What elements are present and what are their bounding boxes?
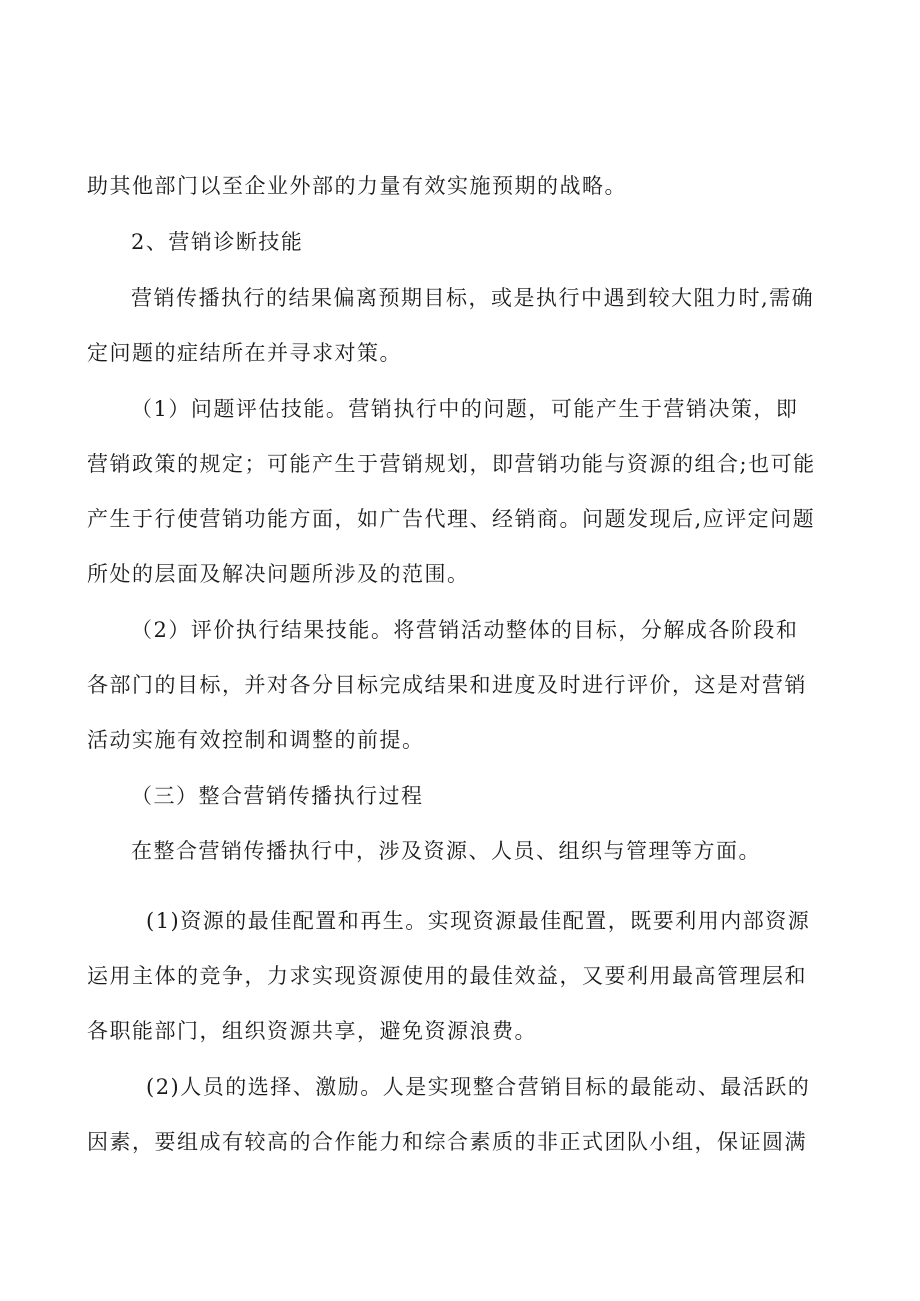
paragraph-line: 助其他部门以至企业外部的力量有效实施预期的战略。 (87, 174, 627, 198)
paragraph-line: 运用主体的竞争，力求实现资源使用的最佳效益，又要利用最高管理层和 (87, 964, 807, 988)
paragraph-line: 营销传播执行的结果偏离预期目标，或是执行中遇到较大阻力时,需确 (131, 286, 815, 310)
section-heading: （三）整合营销传播执行过程 (131, 784, 424, 808)
paragraph-line: 所处的层面及解决问题所涉及的范围。 (87, 562, 470, 586)
paragraph-line: 各职能部门，组织资源共享，避免资源浪费。 (87, 1019, 537, 1043)
paragraph-line: （2）评价执行结果技能。将营销活动整体的目标，分解成各阶段和 (131, 618, 799, 642)
section-heading: 2、营销诊断技能 (131, 230, 304, 254)
paragraph-line: 因素，要组成有较高的合作能力和综合素质的非正式团队小组，保证圆满 (87, 1130, 807, 1154)
paragraph-line: (2)人员的选择、激励。人是实现整合营销目标的最能动、最活跃的 (146, 1075, 811, 1099)
paragraph-line: 在整合营销传播执行中，涉及资源、人员、组织与管理等方面。 (131, 839, 761, 863)
paragraph-line: 各部门的目标，并对各分目标完成结果和进度及时进行评价，这是对营销 (87, 673, 807, 697)
paragraph-line: 定问题的症结所在并寻求对策。 (87, 341, 402, 365)
paragraph-line: 产生于行使营销功能方面，如广告代理、经销商。问题发现后,应评定问题 (87, 507, 816, 531)
paragraph-line: (1)资源的最佳配置和再生。实现资源最佳配置，既要利用内部资源 (146, 909, 811, 933)
paragraph-line: 营销政策的规定；可能产生于营销规划，即营销功能与资源的组合;也可能 (87, 452, 816, 476)
paragraph-line: （1）问题评估技能。营销执行中的问题，可能产生于营销决策，即 (131, 397, 799, 421)
paragraph-line: 活动实施有效控制和调整的前提。 (87, 728, 425, 752)
